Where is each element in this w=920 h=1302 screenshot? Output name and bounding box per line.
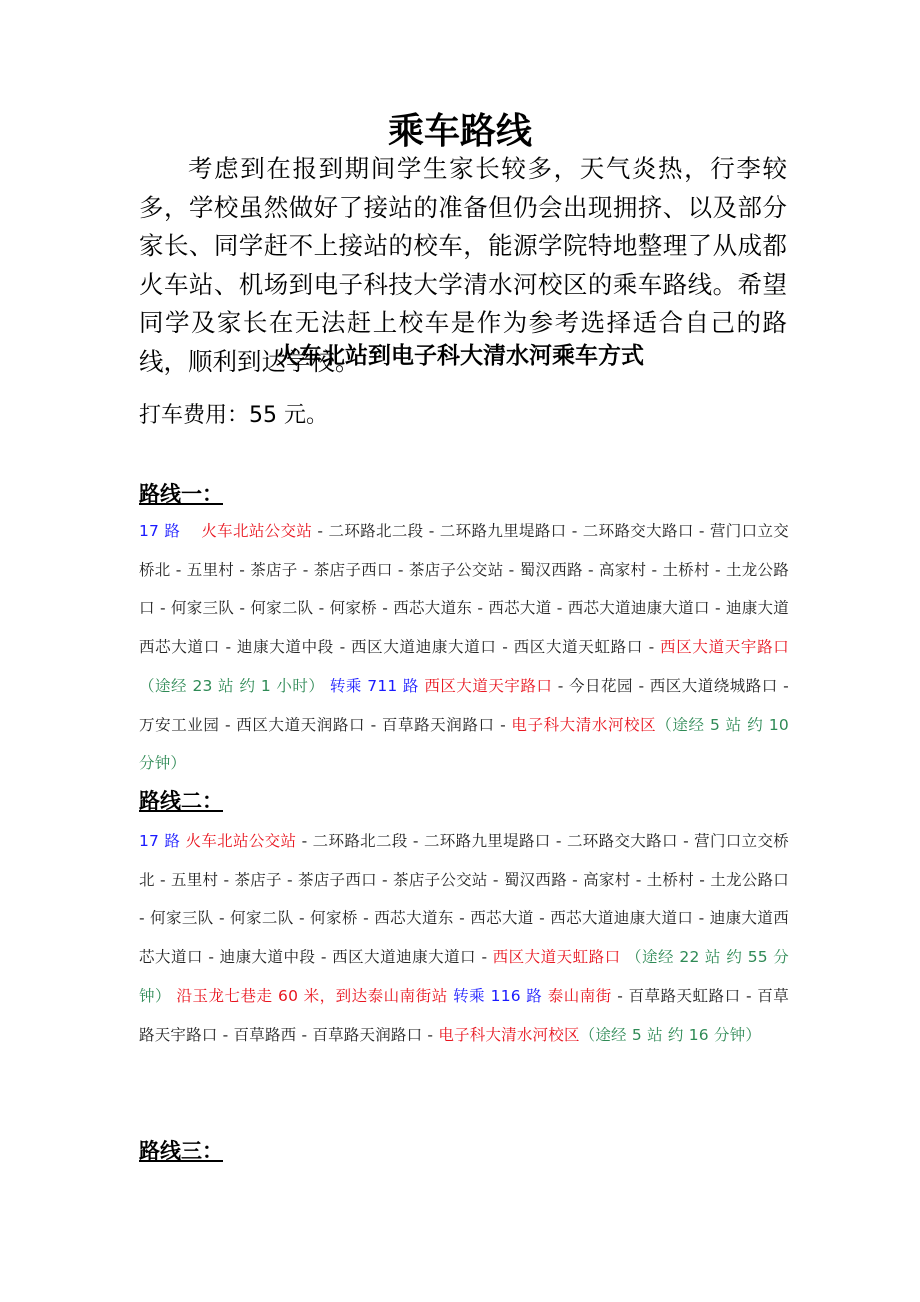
- route2-body: [139, 822, 789, 1054]
- route1-segment: （途经 5 站 约 10 分钟）: [139, 715, 789, 773]
- taxi-fare: 打车费用：55 元。: [139, 403, 328, 428]
- route2-segment: 西区大道天虹路口: [492, 948, 621, 967]
- route2-segment: 17 路: [139, 832, 186, 850]
- route1-segment: 电子科大清水河校区: [511, 715, 657, 734]
- route2-segment: 火车北站公交站: [185, 832, 297, 850]
- route1-segment: （途经 23 站 约 1 小时）: [139, 676, 330, 695]
- route2-segment: - 二环路北二段 - 二环路九里堤路口 - 二环路交大路口 - 营门口立交桥北 - 五里村 - 茶店子 - 茶店子西口 - 茶店子公交站 - 蜀汉西路 - 高家村 - 土桥村 - 土龙公路口 - 何家三队 - 何家二队 - 何家桥 - 西芯大道东 - 西芯大道 - 西芯大道迪康大道口 - 迪康大道西芯大道口 - 迪康大道中段 - 西区大道迪康大道口 -: [139, 832, 789, 967]
- route1-segment: 火车北站公交站: [201, 522, 313, 540]
- route2-segment: （途经 5 站 约 16 分钟）: [579, 1025, 762, 1044]
- route3-heading: 路线三：: [139, 1139, 223, 1163]
- section-title: 火车北站到电子科大清水河乘车方式: [276, 343, 644, 369]
- route1-segment: - 今日花园 - 西区大道绕城路口 - 万安工业园 - 西区大道天润路口 - 百草路天润路口 -: [139, 676, 789, 734]
- route2-segment: 泰山南街: [547, 986, 612, 1005]
- page-title: 乘车路线: [387, 111, 532, 152]
- route1-heading: 路线一：: [139, 482, 223, 506]
- route2-segment: 电子科大清水河校区: [438, 1025, 580, 1044]
- route1-segment: 17 路: [139, 522, 202, 540]
- route1-body: [139, 512, 789, 783]
- route2-segment: - 百草路天虹路口 - 百草路天宇路口 - 百草路西 - 百草路天润路口 -: [139, 986, 789, 1044]
- route2-heading: 路线二：: [139, 789, 223, 813]
- route2-segment: 沿玉龙七巷走 60 米，到达泰山南街站: [176, 986, 454, 1005]
- intro-paragraph: 考虑到在报到期间学生家长较多，天气炎热，行李较多，学校虽然做好了接站的准备但仍会出现拥挤、以及部分家长、同学赶不上接站的校车，能源学院特地整理了从成都火车站、机场到电子科技大学清水河校区的乘车路线。希望同学及家长在无法赶上校车是作为参考选择适合自己的路线，顺利到达学校。: [139, 154, 787, 376]
- route1-segment: 西区大道天宇路口: [424, 676, 553, 695]
- route1-segment: 转乘 711 路: [329, 676, 425, 695]
- route2-segment: （途经 22 站 约 55 分钟）: [139, 948, 789, 1005]
- route2-segment: 转乘 116 路: [453, 986, 548, 1005]
- route1-segment: - 二环路北二段 - 二环路九里堤路口 - 二环路交大路口 - 营门口立交桥北 - 五里村 - 茶店子 - 茶店子西口 - 茶店子公交站 - 蜀汉西路 - 高家村 - 土桥村 - 土龙公路口 - 何家三队 - 何家二队 - 何家桥 - 西芯大道东 - 西芯大道 - 西芯大道迪康大道口 - 迪康大道西芯大道口 - 迪康大道中段 - 西区大道迪康大道口 - 西区大道天虹路口 -: [139, 522, 790, 657]
- route1-segment: 西区大道天宇路口: [660, 638, 789, 657]
